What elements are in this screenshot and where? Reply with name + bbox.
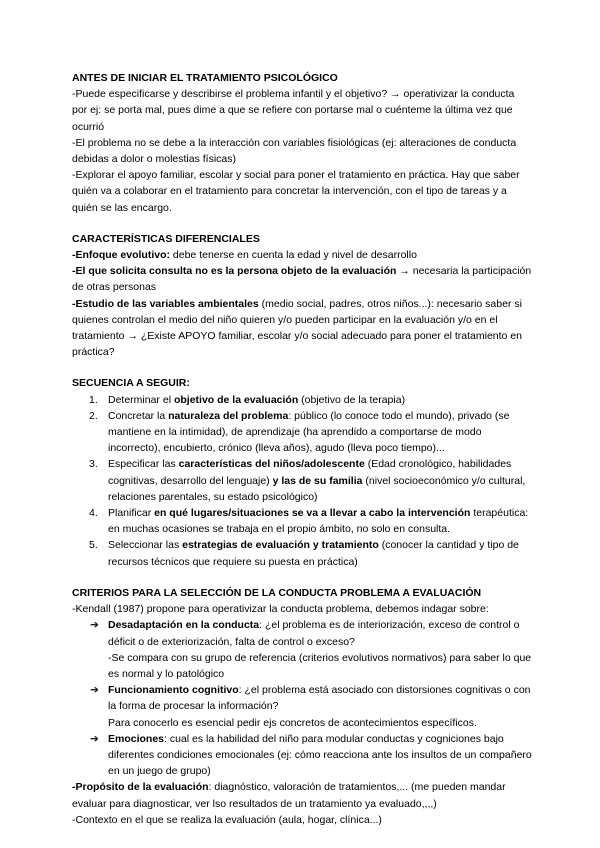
arrow-icon: ➔ — [90, 619, 99, 632]
list-item: ➔ Emociones: cual es la habilidad del niño para modular conductas y cogniciones bajo diferentes condiciones emocionales (ej: cómo reacciona ante los insultos de un compañero en un juego de grupo) — [90, 732, 532, 778]
list-item: 3. Especificar las características del niños/adolescente (Edad cronológico, habilidades cognitivas, desarrollo del lenguaje) y las de su familia (nivel socioeconómico y/o cultural, relaciones parentales, su estado psicológico) — [89, 458, 526, 503]
list-item: ➔ Funcionamiento cognitivo: ¿el problema está asociado con distorsiones cognitivas o con la forma de procesar la información? Para conocerlo es esencial pedir ejs concretos de acontecimientos específicos. — [72, 682, 532, 731]
list-item: 5. Seleccionar las estrategias de evaluación y tratamiento (conocer la cantidad y tipo de recursos técnicos que requiere su puesta en práctica) — [89, 539, 519, 568]
document-page — [72, 70, 532, 828]
arrow-icon: ➔ — [90, 732, 99, 745]
section-title-secuencia: SECUENCIA A SEGUIR: — [72, 377, 190, 390]
list-subtext: -Se compara con su grupo de referencia (criterios evolutivos normativos) para saber lo que es normal y lo patológico — [108, 651, 532, 680]
paragraph: -El que solicita consulta no es la persona objeto de la evaluación → necesaria la participación de otras personas — [72, 265, 532, 294]
section-title-criterios: CRITERIOS PARA LA SELECCIÓN DE LA CONDUCTA PROBLEMA A EVALUACIÓN — [72, 586, 482, 599]
paragraph: -Contexto en el que se realiza la evaluación (aula, hogar, clínica...) — [72, 813, 382, 826]
paragraph: -Enfoque evolutivo: debe tenerse en cuenta la edad y nivel de desarrollo — [72, 249, 417, 262]
list-item: 4. Planificar en qué lugares/situaciones se va a llevar a cabo la intervención terapéutica: en muchas ocasiones se trabaja en el propio ámbito, no solo en consulta. — [89, 507, 529, 536]
paragraph: -Estudio de las variables ambientales (medio social, padres, otros niños...): necesario saber si quienes controlan el medio del niño quieren y/o pueden participar en la evaluación y/o en el tratamiento → ¿Existe APOYO familiar, escolar y/o social adecuado para poner el tratamiento en práctica? — [72, 297, 522, 359]
paragraph: -Propósito de la evaluación: diagnóstico, valoración de tratamientos,... (me pueden mandar evaluar para diagnosticar, ver lso resultados de un tratamiento ya evaluado,,,,) — [72, 781, 506, 810]
list-subtext: Para conocerlo es esencial pedir ejs concretos de acontecimientos específicos. — [108, 716, 477, 729]
list-item: ➔ Desadaptación en la conducta: ¿el problema es de interiorización, exceso de control o déficit o de exteriorización, falta de control o exceso? -Se compara con su grupo de referencia (criterios evolutivos normativos) para saber lo que es normal y lo patológico — [72, 617, 532, 682]
list-item: 2. Concretar la naturaleza del problema: público (lo conoce todo el mundo), privado (se mantiene en la intimidad), de aprendizaje (ha aprendido a comportarse de modo incorrecto), encubierto, crónico (lleva años), agudo (lleva poco tiempo)... — [89, 409, 510, 455]
paragraph: -Kendall (1987) propone para operativizar la conducta problema, debemos indagar sobre: — [72, 603, 489, 616]
paragraph: -El problema no se debe a la interacción con variables fisiológicas (ej: alteraciones de conducta debidas a dolor o molestias físicas) — [72, 136, 517, 166]
numbered-list — [72, 392, 532, 570]
list-item: 1. Determinar el objetivo de la evaluación (objetivo de la terapia) — [89, 393, 406, 406]
paragraph: -Puede especificarse y describirse el problema infantil y el objetivo? → operativizar la conducta por ej: se porta mal, pues dime a que se refiere con portarse mal o cuénteme la última vez que ocurrió — [72, 88, 515, 133]
paragraph: -Explorar el apoyo familiar, escolar y social para poner el tratamiento en práctica. Hay que saber quién va a colaborar en el tratamiento para concretar la intervención, con el tipo de tareas y a quién se las encargo. — [72, 169, 520, 214]
section-title-caracteristicas: CARACTERÍSTICAS DIFERENCIALES — [72, 232, 260, 245]
arrow-list — [72, 617, 532, 779]
arrow-icon: ➔ — [90, 684, 99, 697]
section-title-antes: ANTES DE INICIAR EL TRATAMIENTO PSICOLÓGICO — [72, 72, 338, 84]
